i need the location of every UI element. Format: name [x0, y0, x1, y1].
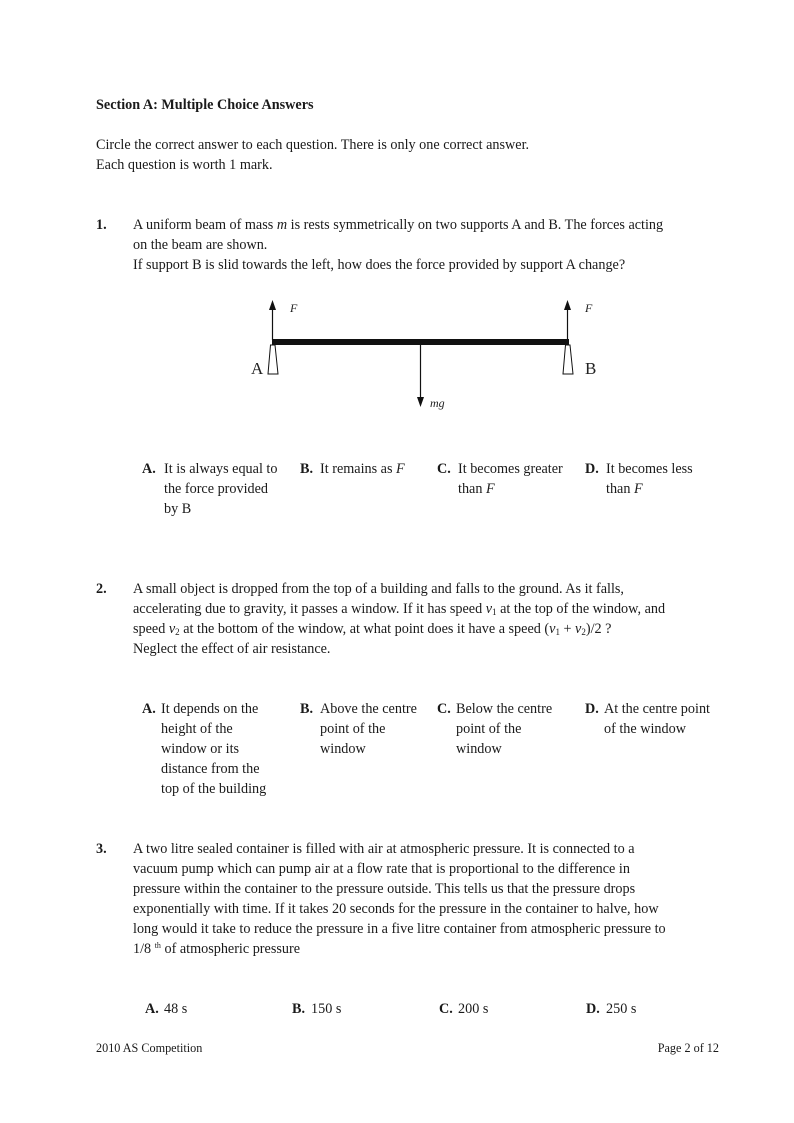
question-line: pressure within the container to the pressure outside. This tells us that the pressure drops	[133, 881, 636, 897]
question-number: 1.	[96, 217, 107, 233]
option-line: It depends on the	[161, 701, 259, 717]
force-left-label: F	[290, 301, 298, 315]
option-text: 150 s	[311, 1001, 342, 1017]
option-label: B.	[292, 1001, 306, 1017]
question-line: on the beam are shown.	[133, 237, 268, 253]
option-label: B.	[300, 701, 314, 717]
option-label: A.	[145, 1001, 159, 1017]
option-label: C.	[439, 1001, 453, 1017]
question-line: accelerating due to gravity, it passes a window. If it has speed $v_1$ at the top of the window, and	[133, 601, 666, 617]
option-label: B.	[300, 461, 314, 477]
option-line: top of the building	[161, 781, 267, 797]
question-number: 2.	[96, 581, 107, 597]
option-line: At the centre point	[604, 701, 710, 717]
option-line: than F	[458, 481, 495, 497]
option-line: of the window	[604, 721, 686, 737]
beam	[272, 339, 569, 345]
option-line: than F	[606, 481, 643, 497]
question-line: exponentially with time. If it takes 20 seconds for the pressure in the container to halve, how	[133, 901, 659, 917]
option-label: A.	[142, 461, 156, 477]
option-line: by B	[164, 501, 192, 517]
support-left-icon	[268, 345, 278, 374]
footer-left: 2010 AS Competition	[96, 1041, 203, 1055]
question-line: long would it take to reduce the pressure in a five litre container from atmospheric pressure to	[133, 921, 666, 937]
instruction-line: Circle the correct answer to each question. There is only one correct answer.	[96, 137, 530, 153]
option-line: window	[456, 741, 502, 757]
question-line: A two litre sealed container is filled with air at atmospheric pressure. It is connected to a	[133, 841, 635, 857]
option-label: D.	[585, 701, 599, 717]
option-line: It becomes greater	[458, 461, 563, 477]
option-text: 48 s	[164, 1001, 188, 1017]
beam-diagram	[0, 0, 794, 430]
question-line: Neglect the effect of air resistance.	[133, 641, 331, 657]
weight-label: mg	[430, 396, 445, 410]
option-line: height of the	[161, 721, 233, 737]
weight-arrow-icon	[417, 345, 424, 407]
option-line: the force provided	[164, 481, 268, 497]
page-number: Page 2 of 12	[657, 1041, 719, 1055]
question-line: A uniform beam of mass m is rests symmetrically on two supports A and B. The forces acting	[133, 217, 664, 233]
option-label: D.	[586, 1001, 600, 1017]
option-text: 200 s	[458, 1001, 489, 1017]
option-label: D.	[585, 461, 599, 477]
force-arrow-left-icon	[269, 300, 276, 340]
question-line: vacuum pump which can pump air at a flow rate that is proportional to the difference in	[133, 861, 630, 877]
option-line: It remains as F	[320, 461, 405, 477]
option-text: 250 s	[606, 1001, 637, 1017]
option-line: point of the	[456, 721, 522, 737]
question-line: A small object is dropped from the top of a building and falls to the ground. As it falls,	[133, 581, 624, 597]
force-right-label: F	[585, 301, 593, 315]
question-line: 1/8 $^{th}$ of atmospheric pressure	[133, 941, 300, 957]
support-right-label: B	[585, 359, 597, 378]
section-title: Section A: Multiple Choice Answers	[96, 97, 314, 113]
instruction-line: Each question is worth 1 mark.	[96, 157, 273, 173]
question-text	[133, 839, 733, 959]
support-left-label: A	[251, 359, 264, 378]
support-right-icon	[563, 345, 573, 374]
option-line: It is always equal to	[164, 461, 278, 477]
option-label: C.	[437, 461, 451, 477]
option-line: point of the	[320, 721, 386, 737]
option-line: window or its	[161, 741, 240, 757]
option-line: Below the centre	[456, 701, 553, 717]
question-number: 3.	[96, 841, 107, 857]
force-arrow-right-icon	[564, 300, 571, 340]
option-line: window	[320, 741, 366, 757]
option-label: A.	[142, 701, 156, 717]
option-label: C.	[437, 701, 451, 717]
question-line: speed $v_2$ at the bottom of the window, at what point does it have a speed $(v_1 + v_2)/2$ ?	[133, 621, 612, 637]
question-text	[133, 579, 733, 659]
question-line: If support B is slid towards the left, how does the force provided by support A change?	[133, 257, 626, 273]
option-line: It becomes less	[606, 461, 693, 477]
option-line: distance from the	[161, 761, 260, 777]
option-line: Above the centre	[320, 701, 417, 717]
